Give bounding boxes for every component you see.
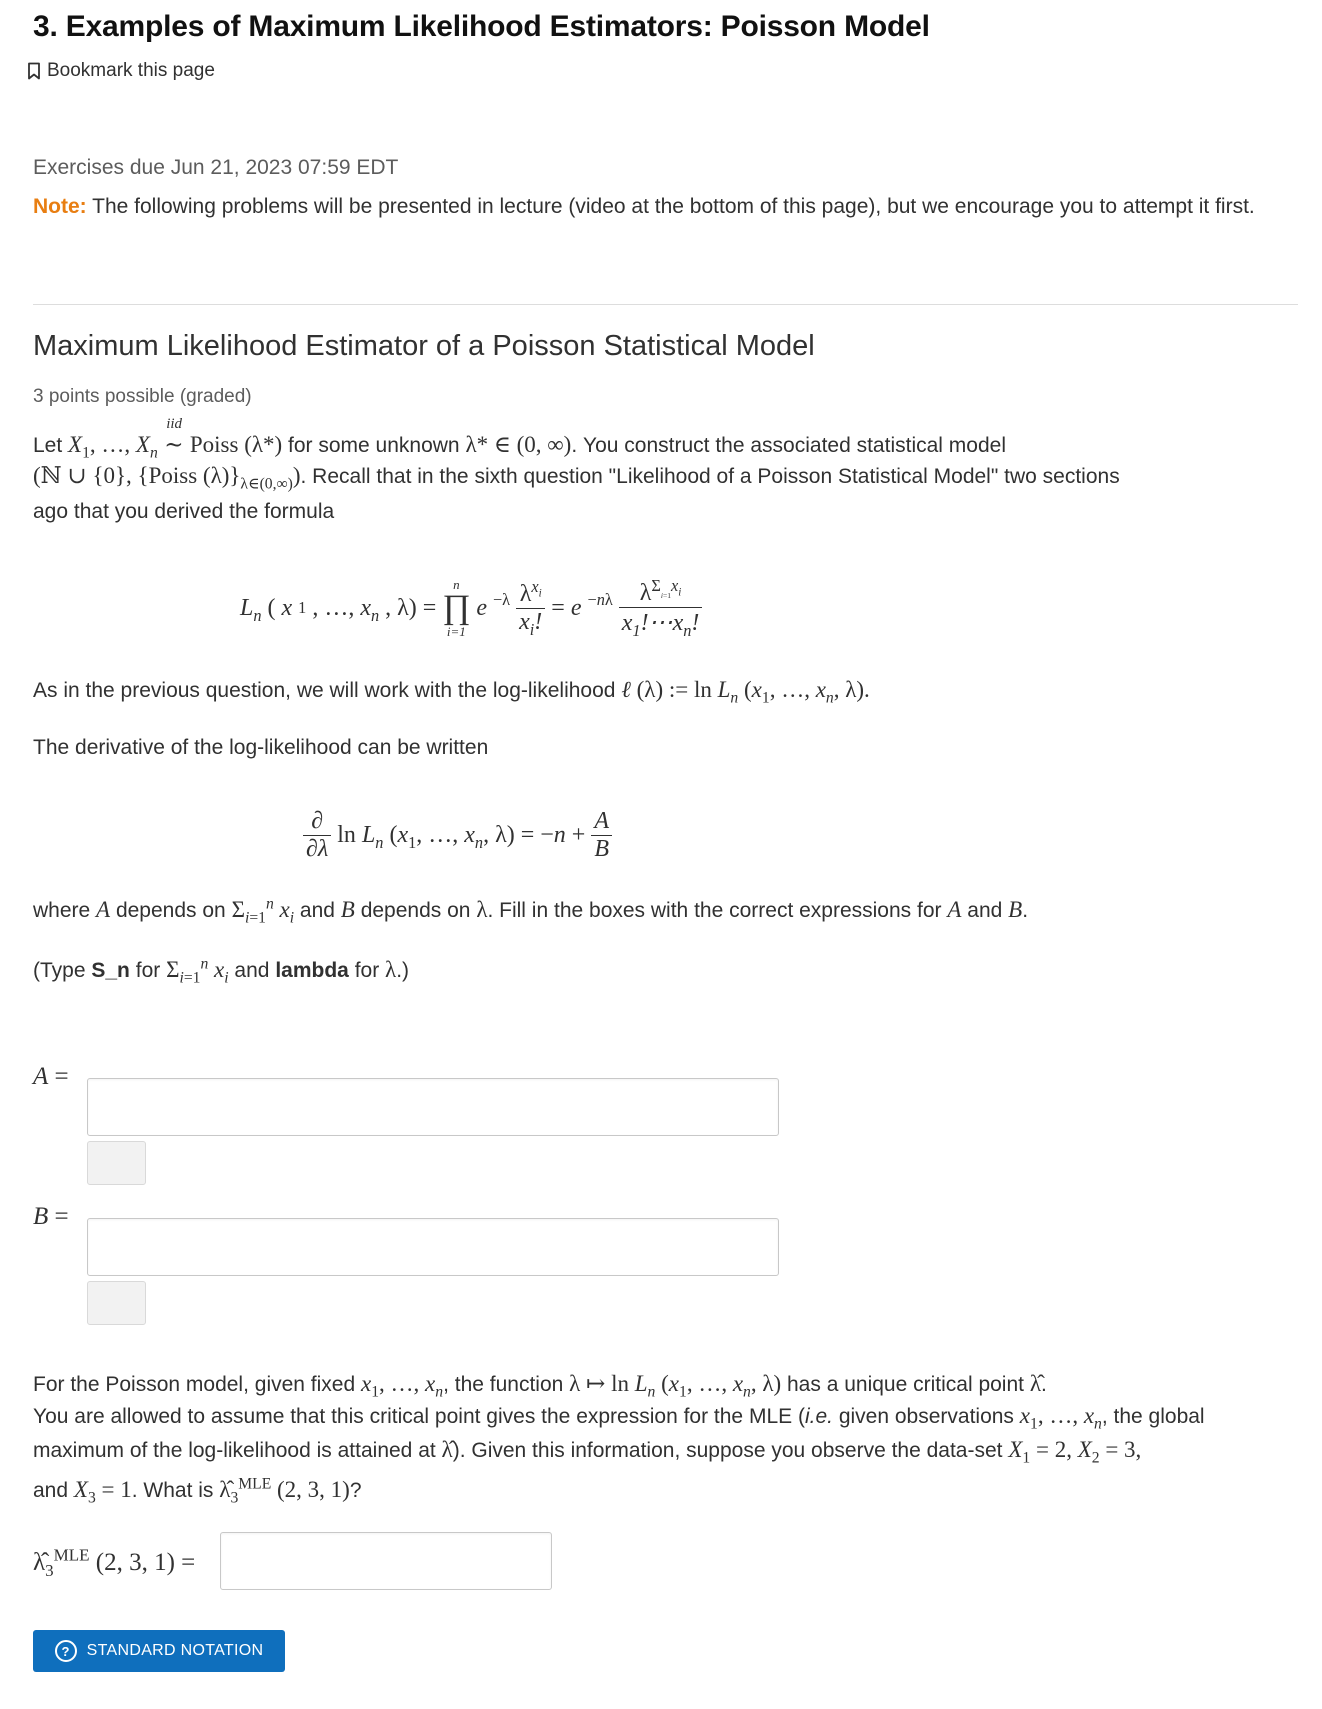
answer-a-input[interactable] [87,1078,779,1136]
intro-line-3: ago that you derived the formula [33,500,335,523]
derivative-formula: $\frac{\partial}{\partial\lambda}$ $\ln L_n$ ($x_1$, …, $x_n$, λ) = −n + $\frac{A}{B}$ [303,808,612,863]
label-a: A = [33,1063,69,1090]
answer-b-preview [87,1281,146,1325]
type-hint: (Type S_n for $\Sigma_{i=1}^n$ $x_i$ and lambda for λ.) [33,955,410,987]
note-text: The following problems will be presented in lecture (video at the bottom of this page), but we encourage you to attempt it first. [92,195,1255,218]
divider [33,304,1298,305]
bookmark-button[interactable] [27,60,215,82]
note [33,190,1263,224]
bookmark-icon [27,62,41,80]
intro-line-1: Let $X_1$, …, $X_n$ iid ∼ Poiss (λ*) for some unknown λ* ∈ (0, ∞). You construct the associated statistical model [33,416,1006,462]
problem-title: Maximum Likelihood Estimator of a Poisson Statistical Model [33,330,815,362]
due-date: Exercises due Jun 21, 2023 07:59 EDT [33,156,399,179]
answer-mle-input[interactable] [220,1532,552,1590]
mle-line-3: maximum of the log-likelihood is attained at λ̂). Given this information, suppose you observe the data-set $X_1 = 2$, $X_2 = 3$, [33,1437,1142,1467]
note-label: Note: [33,195,87,218]
bookmark-label: Bookmark this page [47,60,215,81]
page-title: 3. Examples of Maximum Likelihood Estimators: Poisson Model [33,10,930,43]
likelihood-formula: $L_n$ ( x 1 , …, $x_n$ , λ) = n ∏ i=1 e $^{-\lambda}$ $\frac{\lambda^{x_i}}{x_i!}$ = e $^{-n \lambda}$ $\frac{\lambda^{\Sigma_{_{i=1}}x_i}}{x_1!\cdots x_n!}$ [240,578,702,638]
intro-line-2: (ℕ ∪ {0}, {Poiss $(\lambda)\}_{\lambda\in(0,\infty)}$). Recall that in the sixth question "Likelihood of a Poisson Statistical Model" two sections [33,463,1120,493]
mle-line-4: and $X_3 = 1$. What is $\lambdâ_3^{MLE}$ (2, 3, 1)? [33,1475,362,1507]
points-possible: 3 points possible (graded) [33,386,252,407]
label-b: B = [33,1203,69,1230]
mle-line-2: You are allowed to assume that this critical point gives the expression for the MLE (i.e. given observations $x_1$, …, $x_n$, the global [33,1403,1205,1433]
standard-notation-label: STANDARD NOTATION [86,1642,264,1659]
standard-notation-button[interactable] [33,1630,285,1672]
where-line: where A depends on $\Sigma_{i=1}^n$ $x_i$ and B depends on λ. Fill in the boxes with the correct expressions for A and B. [33,895,1029,927]
answer-a-preview [87,1141,146,1185]
loglik-line: As in the previous question, we will work with the log-likelihood ℓ (λ) := $\ln L_n$ ($x_1$, …, $x_n$, λ). [33,677,870,707]
question-circle-icon: ? [55,1640,77,1662]
mle-line-1: For the Poisson model, given fixed $x_1$, …, $x_n$, the function λ ↦ $\ln L_n$ ($x_1$, …, $x_n$, λ) has a unique critical point λ̂. [33,1371,1047,1401]
answer-b-input[interactable] [87,1218,779,1276]
derivative-intro: The derivative of the log-likelihood can be written [33,736,489,759]
label-mle: $\lambdâ_3^{MLE}$ (2, 3, 1) = [33,1545,196,1580]
